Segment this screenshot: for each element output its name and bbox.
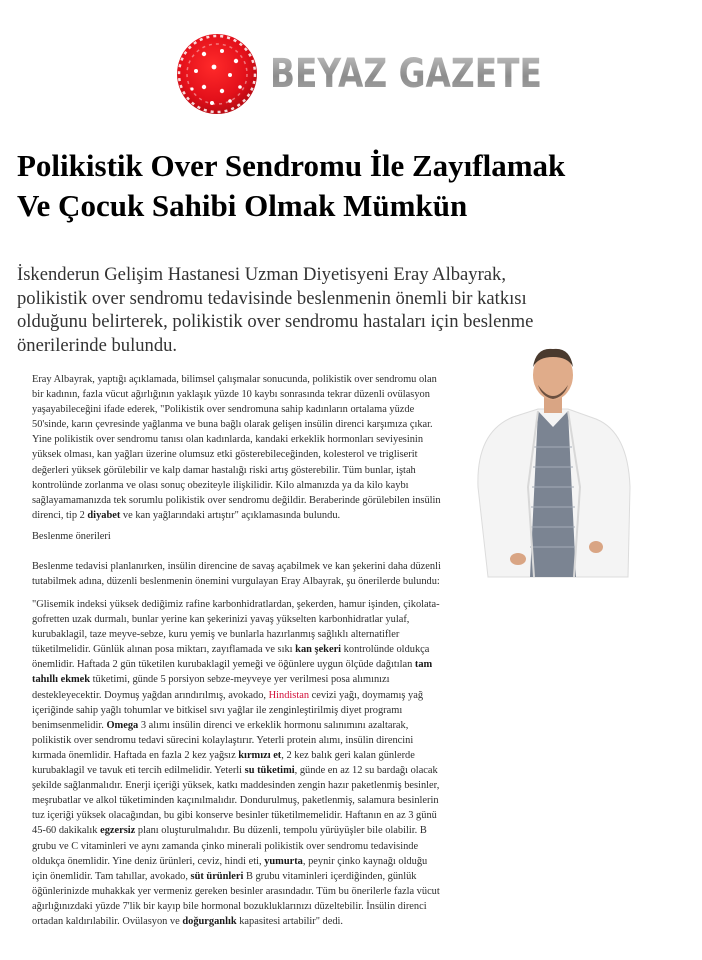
bold-keyword: tam xyxy=(414,659,433,671)
bold-keyword: kırmızı et xyxy=(238,749,282,761)
paragraph-line: Beslenme tedavisi planlanırken, insülin direncine de savaş açabilmek ve kan şekerini daha düzenli xyxy=(32,561,441,572)
text-run: önemlidir. Haftada 2 gün tüketilen kurubaklagil yemeği ve öğünlere uygun ölçüde dağıtılan xyxy=(32,659,415,671)
bold-keyword: su tüketimi xyxy=(244,765,295,777)
text-run: kırmada önemlidir. Haftada en fazla 2 kez yağsız xyxy=(32,749,239,761)
article-title: Polikistik Over Sendromu İle Zayıflamak Ve Çocuk Sahibi Olmak Mümkün xyxy=(17,148,566,223)
text-run: , peynir çinko kaynağı olduğu xyxy=(302,855,428,867)
text-run: tüketimi, günde 5 porsiyon sebze-meyveye yer verilmesi posa alımınızı xyxy=(90,674,390,686)
masthead xyxy=(174,27,542,127)
hindistan-link[interactable]: Hindistan xyxy=(268,689,310,701)
text-run: ortadan kaldırılabilir. Ovülasyon ve xyxy=(32,915,183,927)
paragraph-line xyxy=(32,763,482,778)
paragraph-line xyxy=(32,823,482,838)
paragraph-line: "Glisemik indeksi yüksek dediğimiz rafine karbonhidratlardan, şekerden, hamur işinden, çikolata- xyxy=(32,599,440,610)
bold-keyword: diyabet xyxy=(87,509,121,521)
paragraph-line xyxy=(32,642,482,657)
paragraph-line: Yine polikistik over sendromu tanısı olan kadınlarda, kandaki erkeklik hormonları seviyesinin xyxy=(32,434,424,446)
paragraph-line xyxy=(32,854,482,869)
paragraph-line: değerleri yüksek görülebilir ve kalp damar hastalığı riski artış gösterebilir. Tüm bunlar, iştah xyxy=(32,464,416,476)
text-run: kontrolünde oldukça xyxy=(341,644,430,656)
text-run: , 2 kez balık geri kalan günlerde xyxy=(281,749,415,761)
paragraph-line: ağırlığınızdaki yüzde 7'lik bir kayıp bile hormonal bozukluklarınızı düzeltebilir. İnsülin direnci xyxy=(32,900,427,912)
paragraph-line: içeriğinde sahip yağlı tohumlar ve bitkisel sıvı yağlar ile zenginleştirilmiş diyet programı xyxy=(32,704,403,716)
paragraph-line: öğünlerinizde muhakkak yer vermeniz gereken besinler arasındadır. Tüm bu önerilerle fazla vücut xyxy=(32,885,440,897)
paragraph-line: yüksek olması, kan yağları üzerine olumsuz etki gösterebileceğinden, kolesterol ve trigliserit xyxy=(32,449,418,461)
paragraph-line: kontrolünde zorlanma ve olası sonuç obeziteyle ilişkilidir. Kilo almanızda ya da kilo kaybı xyxy=(32,479,409,491)
paragraph-line xyxy=(32,672,482,687)
bold-keyword: yumurta xyxy=(264,855,303,867)
paragraph-line xyxy=(32,748,482,763)
paragraph-line: sağlayamamanızda tek sorumlu polikistik over sendromu değildir. Beraberinde görülebilen insülin xyxy=(32,494,441,506)
subheading-text: Beslenme önerileri xyxy=(32,531,111,542)
paragraph-line xyxy=(32,688,482,703)
brand-wordmark: BEYAZ GAZETE xyxy=(270,51,542,97)
text-run: kapasitesi artabilir" dedi. xyxy=(236,915,344,927)
text-run: kurubaklagil ve tavuk eti tercih edilmelidir. Yeterli xyxy=(32,765,245,777)
red-dotted-globe-icon xyxy=(174,29,260,119)
bold-keyword: egzersiz xyxy=(100,825,136,837)
bold-keyword: süt ürünleri xyxy=(190,870,244,882)
paragraph-line: gofretten uzak durmalı, bunlar yerine kan şekerinizi yavaş yükselten karbonhidratlar yulaf, xyxy=(32,614,410,626)
text-run: 3 alımı insülin direnci ve erkeklik hormonu salınımını azaltarak, xyxy=(138,719,409,731)
paragraph-line: kurubaklagil, taze meyve-sebze, kuru yemiş ve bunlarla hazırlanmış sağlıklı alternatifler xyxy=(32,629,400,641)
text-run: B grubu vitaminleri içerdiğinden, günlük xyxy=(243,870,417,882)
article-paragraph-1 xyxy=(32,372,482,523)
text-run: ve kan yağlarındaki artıştır" açıklamasında bulundu. xyxy=(120,509,341,521)
bold-keyword: doğurganlık xyxy=(182,915,237,927)
paragraph-line: yaşayabileceğini ifade ederek, "Polikistik over sendromuna sahip kadınların ortalama yüzde xyxy=(32,404,415,416)
text-run: destekleyecektir. Doymuş yağdan arındırılmış, avokado, xyxy=(32,689,269,701)
text-run: planı oluşturulmalıdır. Bu düzenli, tempolu yürüyüşler bile olabilir. B xyxy=(135,825,427,837)
paragraph-line xyxy=(32,914,482,929)
paragraph-line: tuz içeriği yüksek olacağından, bu gibi konserve besinler tüketilmemelidir. Haftanın en az 3 günü xyxy=(32,810,437,822)
text-run: benimsenmelidir. xyxy=(32,719,107,731)
paragraph-line: polikistik over sendromu tedavi sürecini kolaylaştırır. Yeterli protein alımı, insülin direncini xyxy=(32,734,414,746)
paragraph-line: Eray Albayrak, yaptığı açıklamada, bilimsel çalışmalar sonucunda, polikistik over sendromu olan xyxy=(32,374,437,385)
paragraph-line: tutabilmek adına, düzenli beslenmenin önemini vurgulayan Eray Albayrak, şu önerilerde bulundu: xyxy=(32,576,440,588)
section-subheading xyxy=(32,529,482,544)
paragraph-line xyxy=(32,657,482,672)
article-paragraph-2 xyxy=(32,559,482,589)
bold-keyword: Omega xyxy=(106,719,139,731)
text-run: tüketilmelidir. Günlük alınan posa miktarı, zayıflamada ve sıkı xyxy=(32,644,296,656)
text-run: 45-60 dakikalık xyxy=(32,825,101,837)
paragraph-line xyxy=(32,869,482,884)
text-run: oldukça önemlidir. Yine deniz ürünleri, ceviz, hindi eti, xyxy=(32,855,265,867)
paragraph-line: grubu ve C vitaminleri ve aynı zamanda çinko minerali polikistik over sendromu tedavisinde xyxy=(32,840,419,852)
article-paragraph-3 xyxy=(32,597,482,929)
paragraph-line xyxy=(32,718,482,733)
text-run: için önemlidir. Tam tahıllar, avokado, xyxy=(32,870,191,882)
text-run: , günde en az 12 su bardağı olacak xyxy=(294,765,438,777)
paragraph-line: şekilde sağlanmalıdır. Enerji içeriği yüksek, katkı maddesinden zengin hazır paketlenmiş besinler, xyxy=(32,780,440,792)
text-run: cevizi yağı, doymamış yağ xyxy=(309,689,424,701)
bold-keyword: tahıllı ekmek xyxy=(32,674,91,686)
paragraph-line: bir kadının, fazla vücut ağırlığının yaklaşık yüzde 10 kaybı sonrasında tekrar düzenli ovülasyon xyxy=(32,389,430,401)
paragraph-line: meşrubatlar ve alkol tüketiminden kaçınılmalıdır. Dondurulmuş, paketlenmiş, salamura besinlerin xyxy=(32,795,439,807)
bold-keyword: kan şekeri xyxy=(295,644,342,656)
author-photo xyxy=(468,337,638,587)
paragraph-line: 50'sinde, karın çevresinde yağlanma ve buna bağlı olarak gelişen insülin direnci karşımıza çıkar. xyxy=(32,419,433,431)
text-run: direnci, tip 2 xyxy=(32,509,88,521)
article-lede: İskenderun Gelişim Hastanesi Uzman Diyetisyeni Eray Albayrak, polikistik over sendromu tedavisinde beslenmenin önemli bir katkısı olduğunu belirterek, polikistik over sendromu hastaları için beslenme önerilerinde bulundu. xyxy=(17,264,534,356)
paragraph-line xyxy=(32,508,482,523)
